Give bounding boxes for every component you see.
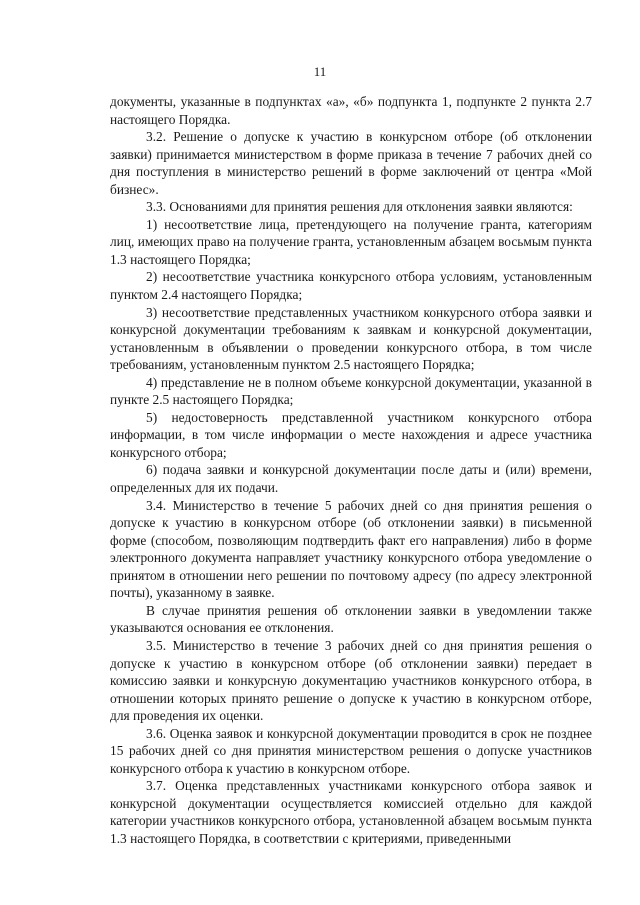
paragraph-continuation: документы, указанные в подпунктах «а», «б» подпункта 1, подпункте 2 пункта 2.7 настоящего Порядка. [110,94,592,127]
document-body [110,93,592,848]
paragraph-rejection-notice: В случае принятия решения об отклонении заявки в уведомлении также указываются основания ее отклонения. [110,602,592,636]
list-item-1: 1) несоответствие лица, претендующего на получение гранта, категориям лиц, имеющих право на получение гранта, установленным абзацем восьмым пункта 1.3 настоящего Порядка; [110,216,592,267]
paragraph-3-7: 3.7. Оценка представленных участниками конкурсного отбора заявок и конкурсной документации осуществляется комиссией отдельно для каждой категории участников конкурсного отбора, установленной абзацем восьмым пункта 1.3 настоящего Порядка, в соответствии с критериями, приведенными [110,778,592,846]
paragraph-3-4: 3.4. Министерство в течение 5 рабочих дней со дня принятия решения о допуске к участию в конкурсном отборе (об отклонении заявки) в письменной форме (способом, позволяющим подтвердить факт его направления) либо в форме электронного документа направляет участнику конкурсного отбора уведомление о принятом в отношении него решении по почтовому адресу (по адресу электронной почты), указанному в заявке. [110,497,592,601]
paragraph-3-2: 3.2. Решение о допуске к участию в конкурсном отборе (об отклонении заявки) принимается министерством в форме приказа в течение 7 рабочих дней со дня поступления в министерство решений в форме заключений от центра «Мой бизнес». [110,129,592,197]
list-item-6: 6) подача заявки и конкурсной документации после даты и (или) времени, определенных для их подачи. [110,462,592,496]
list-item-5: 5) недостоверность представленной участником конкурсного отбора информации, в том числе информации о месте нахождения и адресе участника конкурсного отбора; [110,409,592,460]
paragraph-3-6: 3.6. Оценка заявок и конкурсной документации проводится в срок не позднее 15 рабочих дней со дня принятия министерством решения о допуске участников конкурсного отбора к участию в конкурсном отборе. [110,725,592,776]
list-item-4: 4) представление не в полном объеме конкурсной документации, указанной в пункте 2.5 настоящего Порядка; [110,374,592,408]
list-item-2: 2) несоответствие участника конкурсного отбора условиям, установленным пунктом 2.4 настоящего Порядка; [110,269,592,303]
page-number: 11 [313,64,327,79]
paragraph-3-5: 3.5. Министерство в течение 3 рабочих дней со дня принятия решения о допуске к участию в конкурсном отборе (об отклонении заявки) передает в комиссию заявки и конкурсную документацию участников конкурсного отбора, в отношении которых принято решение о допуске к участию в конкурсном отборе, для проведения их оценки. [110,637,592,724]
paragraph-3-3: 3.3. Основаниями для принятия решения для отклонения заявки являются: [146,199,573,215]
list-item-3: 3) несоответствие представленных участником конкурсного отбора заявки и конкурсной документации требованиям к заявкам и конкурсной документации, установленным в объявлении о проведении конкурсного отбора, в том числе требованиям, установленным пунктом 2.5 настоящего Порядка; [110,304,592,373]
